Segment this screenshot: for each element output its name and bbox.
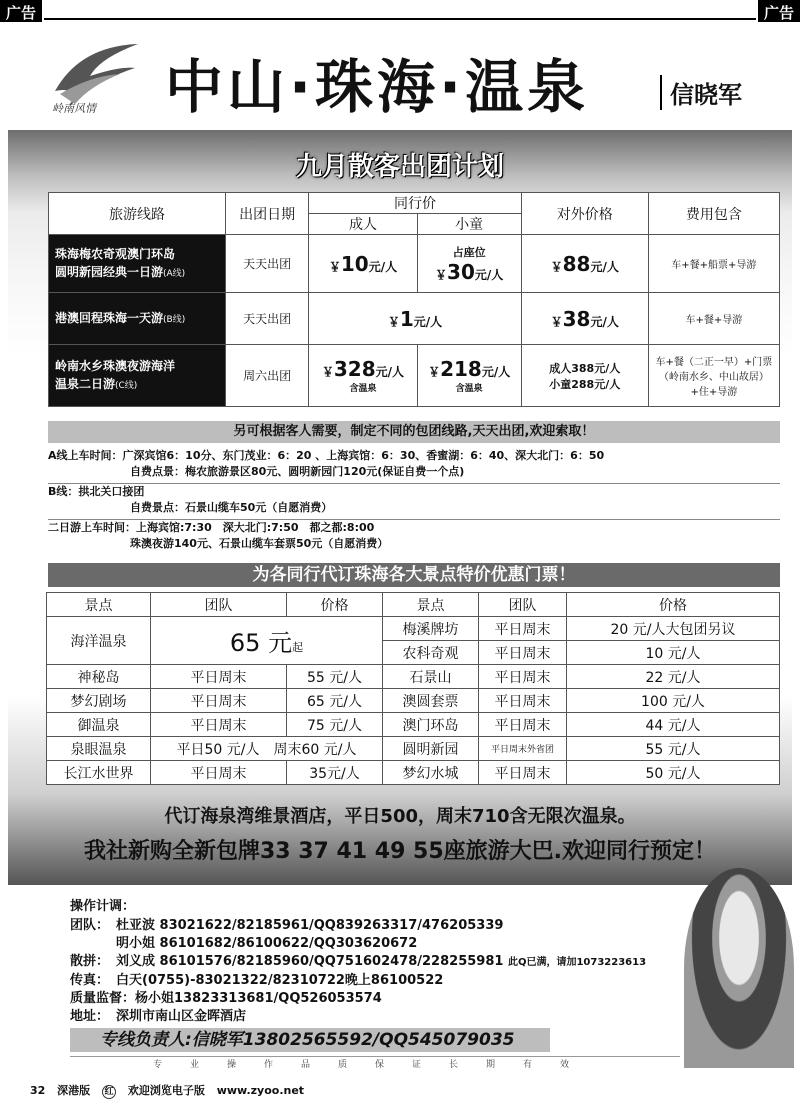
header [0,30,800,130]
spot-ocean-hotspring: 海洋温泉 [47,617,151,665]
line-c-info [48,520,780,552]
bus-offer: 我社新购全新包牌33 37 41 49 55座旅游大巴.欢迎同行预定！ [83,839,717,864]
ticket-title: 为各同行代订珠海各大景点特价优惠门票！ [48,563,780,587]
spot-team: 平日周末 [479,689,567,713]
spot-price: 55 元/人 [287,665,383,689]
th-team-2: 团队 [479,593,567,617]
table-row [47,713,780,737]
spot-team: 平日周末 [479,761,567,785]
table-row [47,593,780,617]
spot-name: 梅溪牌坊 [383,617,479,641]
col-includes: 费用包含 [648,193,779,235]
spot-name: 圆明新园 [383,737,479,761]
route-c-includes: 车+餐（二正一早）+门票（岭南水乡、中山故居）+住+导游 [648,345,779,407]
spot-team: 平日周末 [151,761,287,785]
col-date: 出团日期 [226,193,309,235]
line-manager: 专线负责人:信晓军13802565592/QQ545079035 [70,1028,550,1052]
route-c: 岭南水乡珠澳夜游海洋 温泉二日游(C线) [49,345,226,407]
spot-price: 22 元/人 [567,665,780,689]
red-logo-icon: 红 [102,1085,116,1099]
contact-team: 团队： 杜亚波 83021622/82185961/QQ839263317/476205339 [70,918,504,933]
route-c-public: 成人388元/人 小童288元/人 [521,345,648,407]
tour-plan-table [48,192,780,407]
ad-label-left: 广告 [0,0,42,22]
spot-name: 澳门环岛 [383,713,479,737]
route-b-date: 天天出团 [226,293,309,345]
spot-name: 神秘岛 [47,665,151,689]
line-a-info [48,448,780,484]
spot-name: 长江水世界 [47,761,151,785]
spot-name: 农科奇观 [383,641,479,665]
spot-name: 梦幻水城 [383,761,479,785]
spot-team: 平日50 元/人 周末60 元/人 [151,737,383,761]
spot-name: 澳圆套票 [383,689,479,713]
line-a-pickup: A线上车时间：广深宾馆6：10分、东门茂业：6：20 、上海宾馆：6：30、香蜜湖：6：40、深大北门：6：50 [48,449,605,462]
contact-scatter: 散拼： 刘义成 86101576/82185960/QQ751602478/228255981 此Q已满，请加1073223613 [70,954,647,969]
col-peer: 同行价 [309,193,521,214]
th-team-1: 团队 [151,593,287,617]
route-c-child: ￥218元/人 含温泉 [417,345,521,407]
table-row [49,293,780,345]
hotel-offer: 代订海泉湾维景酒店，平日500，周末710含无限次温泉。 [164,806,636,827]
logo-caption: 岭南风情 [52,102,96,115]
spot-name: 御温泉 [47,713,151,737]
contact-fax: 传真： 白天(0755)-83021322/82310722晚上86100522 [70,973,444,988]
page-footer [30,1082,312,1099]
contacts [70,898,646,1026]
table-row [49,345,780,407]
line-b-info [48,484,780,520]
spot-name: 泉眼温泉 [47,737,151,761]
route-a-public: ￥88元/人 [521,235,648,293]
ticket-table [46,592,780,785]
spot-team: 平日周末 [479,617,567,641]
route-a: 珠海梅农奇观澳门环岛 圆明新园经典一日游(A线) [49,235,226,293]
line-b-pickup: B线：拱北关口接团 [48,485,145,498]
spot-team: 平日周末外省团 [479,737,567,761]
col-route: 旅游线路 [49,193,226,235]
spot-price: 20 元/人大包团另议 [567,617,780,641]
th-spot-2: 景点 [383,593,479,617]
spot-name: 梦幻剧场 [47,689,151,713]
route-a-date: 天天出团 [226,235,309,293]
table-row [47,689,780,713]
plan-title: 九月散客出团计划 [295,152,504,182]
spot-team: 平日周末 [151,713,287,737]
spot-price: 50 元/人 [567,761,780,785]
route-b-public: ￥38元/人 [521,293,648,345]
page-number: 32 [30,1084,46,1097]
author-name: 信晓军 [660,75,742,110]
line-c-pickup: 二日游上车时间：上海宾馆:7:30 深大北门:7:50 都之都:8:00 [48,521,375,534]
route-c-adult: ￥328元/人 含温泉 [309,345,417,407]
spot-price: 10 元/人 [567,641,780,665]
line-c-extra: 珠澳夜游140元、石景山缆车套票50元（自愿消费） [130,537,389,550]
custom-tour-note: 另可根据客人需要，制定不同的包团线路,天天出团,欢迎索取！ [48,421,780,443]
route-a-includes: 车+餐+船票+导游 [648,235,779,293]
spot-team: 平日周末 [151,665,287,689]
line-b-extra: 自费景点：石景山缆车50元（自愿消费） [130,501,333,514]
table-row [47,737,780,761]
th-spot-1: 景点 [47,593,151,617]
site-url[interactable]: www.zyoo.net [216,1084,305,1097]
col-public: 对外价格 [521,193,648,235]
line-a-extra: 自费点景：梅农旅游景区80元、圆明新园门120元(保证自费一个点) [130,465,465,478]
page-title: 中山·珠海·温泉 [165,53,590,121]
price-ocean-hotspring: 65 元起 [151,617,383,665]
spot-price: 75 元/人 [287,713,383,737]
spot-team: 平日周末 [479,665,567,689]
table-row [47,761,780,785]
table-row [47,617,780,641]
contact-quality: 质量监督：杨小姐13823313681/QQ526053574 [70,991,382,1006]
spot-price: 100 元/人 [567,689,780,713]
contact-address: 地址： 深圳市南山区金晖酒店 [70,1009,247,1024]
th-price-2: 价格 [567,593,780,617]
spot-team: 平日周末 [479,641,567,665]
spot-price: 55 元/人 [567,737,780,761]
spot-price: 35元/人 [287,761,383,785]
top-rule [44,18,756,20]
route-a-adult: ￥10元/人 [309,235,417,293]
spot-price: 44 元/人 [567,713,780,737]
spot-team: 平日周末 [151,689,287,713]
table-row [47,665,780,689]
route-c-date: 周六出团 [226,345,309,407]
table-row [49,235,780,293]
edition: 深港版 [57,1084,91,1097]
route-b: 港澳回程珠海一天游(B线) [49,293,226,345]
quality-slogan: 专业操作品质保证长期有效 [70,1056,680,1070]
th-price-1: 价格 [287,593,383,617]
route-b-includes: 车+餐+导游 [648,293,779,345]
contact-team-2: 明小姐 86101682/86100622/QQ303620672 [116,936,418,951]
col-adult: 成人 [309,214,417,235]
contacts-title: 操作计调： [70,899,136,914]
route-a-child: 占座位 ￥30元/人 [417,235,521,293]
spot-name: 石景山 [383,665,479,689]
col-child: 小童 [417,214,521,235]
spot-price: 65 元/人 [287,689,383,713]
browse-text: 欢迎浏览电子版 [127,1084,205,1097]
model-photo [684,868,794,1068]
spot-team: 平日周末 [479,713,567,737]
route-b-price: ￥1元/人 [309,293,521,345]
ad-label-right: 广告 [758,0,800,22]
